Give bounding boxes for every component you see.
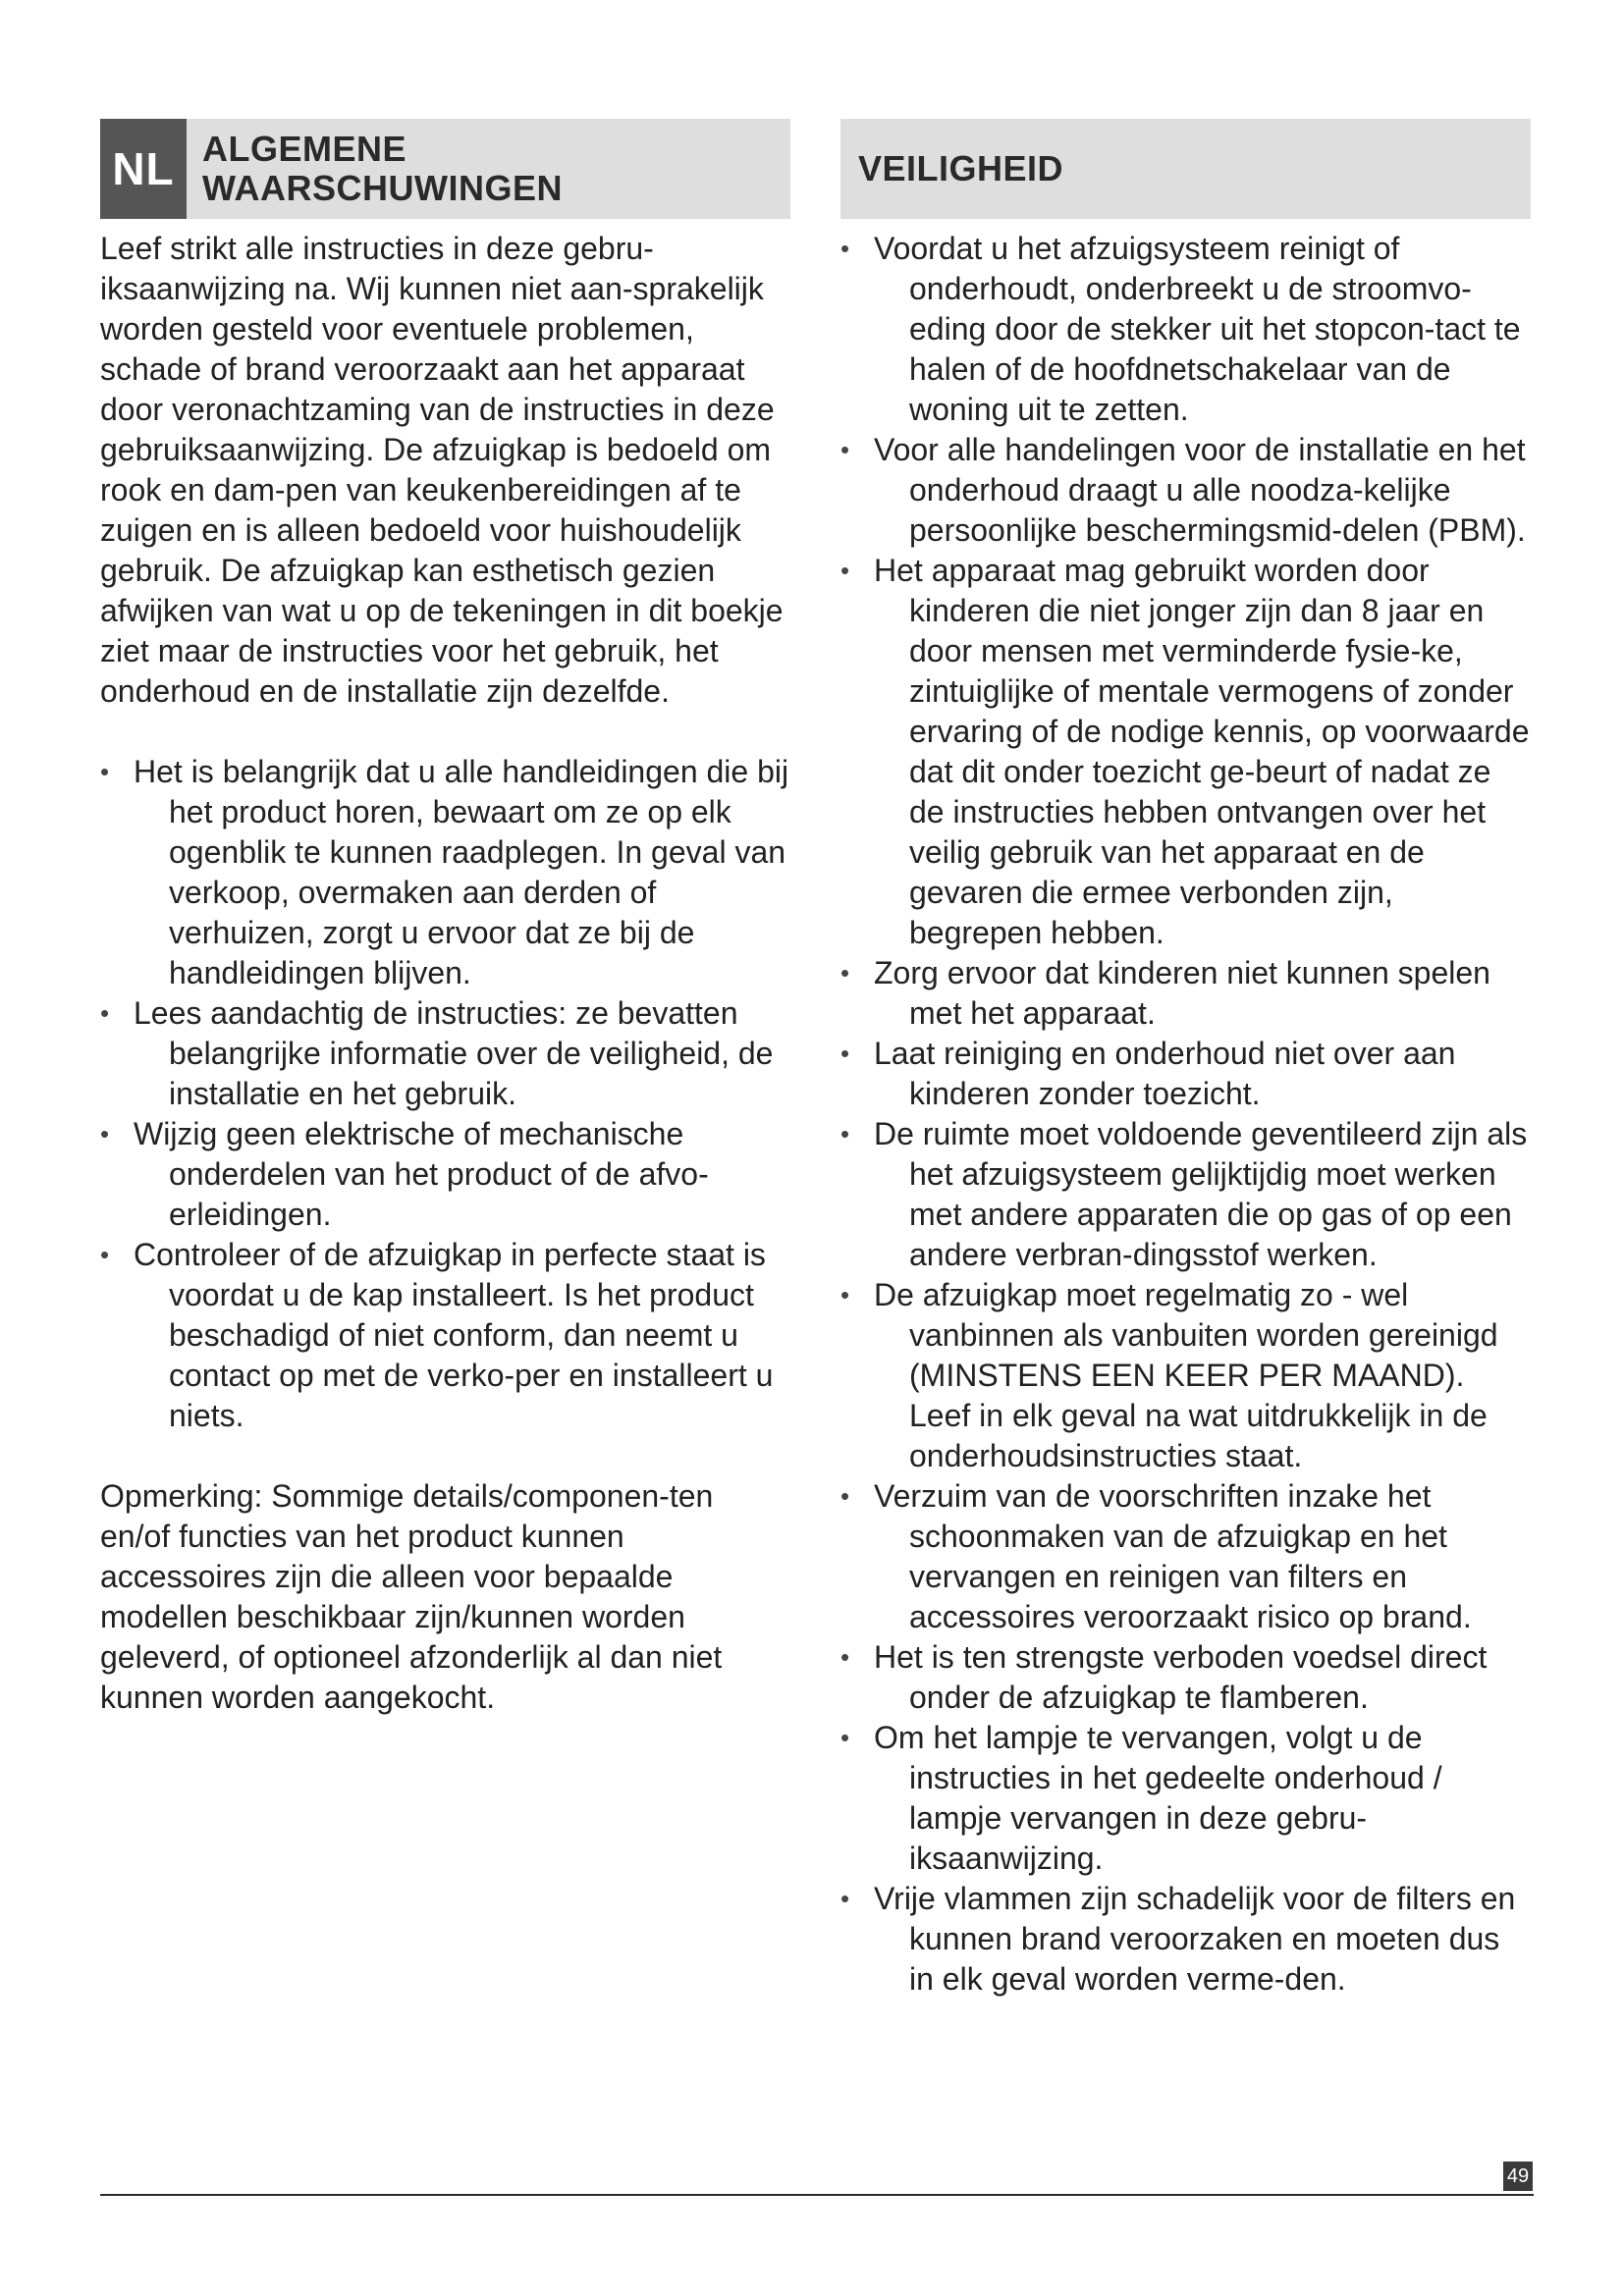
list-item: • Het apparaat mag gebruikt worden door kinderen die niet jonger zijn dan 8 jaar en door mensen met verminderde fysie-ke, zintuiglijke of mentale vermogens of zonder ervaring of de nodige kennis, op voorwaarde dat dit onder toezicht ge-beurt of nadat ze de instructies hebben ontvangen over het veilig gebruik van het apparaat en de gevaren die ermee verbonden zijn, begrepen hebben. [840, 551, 1531, 953]
section-header [840, 119, 1531, 219]
section-title [187, 130, 563, 208]
note-paragraph: Opmerking: Sommige details/componen-ten en/of functies van het product kunnen accessoires zijn die alleen voor bepaalde modellen beschikbaar zijn/kunnen worden geleverd, of optioneel afzonderlijk al dan niet kunnen worden aangekocht. [100, 1478, 723, 1715]
list-item: • Het is belangrijk dat u alle handleidingen die bij het product horen, bewaart om ze op elk ogenblik te kunnen raadplegen. In geval van verkoop, overmaken aan derden of verhuizen, zorgt u ervoor dat ze bij de handleidingen blijven. [100, 752, 790, 993]
footer-divider [100, 2194, 1534, 2196]
list-item: • Voordat u het afzuigsysteem reinigt of onderhoudt, onderbreekt u de stroomvo-eding door de stekker uit het stopcon-tact te halen of de hoofdnetschakelaar van de woning uit te zetten. [840, 229, 1531, 430]
section-title: VEILIGHEID [858, 148, 1064, 188]
list-item: • Het is ten strengste verboden voedsel direct onder de afzuigkap te flamberen. [840, 1637, 1531, 1718]
safety-section [840, 119, 1531, 2000]
list-item: • Voor alle handelingen voor de installatie en het onderhoud draagt u alle noodza-kelijke persoonlijke beschermingsmid-delen (PBM). [840, 430, 1531, 551]
intro-paragraph: Leef strikt alle instructies in deze gebru-iksaanwijzing na. Wij kunnen niet aan-sprakelijk worden gesteld voor eventuele problemen, schade of brand veroorzaakt aan het apparaat door veronachtzaming van de instructies in deze gebruiksaanwijzing. De afzuigkap is bedoeld om rook en dam-pen van keukenbereidingen af te zuigen en is alleen bedoeld voor huishoudelijk gebruik. De afzuigkap kan esthetisch gezien afwijken van wat u op de tekeningen in dit boekje ziet maar de instructies voor het gebruik, het onderhoud en de installatie zijn dezelfde. [100, 231, 784, 709]
section-title-line: WAARSCHUWINGEN [202, 168, 563, 208]
page-number: 49 [1503, 2162, 1533, 2191]
list-item: • Zorg ervoor dat kinderen niet kunnen spelen met het apparaat. [840, 953, 1531, 1034]
list-item: • Om het lampje te vervangen, volgt u de instructies in het gedeelte onderhoud / lampje vervangen in deze gebru-iksaanwijzing. [840, 1718, 1531, 1879]
language-badge: NL [100, 119, 187, 219]
list-item: • De afzuigkap moet regelmatig zo - wel vanbinnen als vanbuiten worden gereinigd (MINSTENS EEN KEER PER MAAND). Leef in elk geval na wat uitdrukkelijk in de onderhoudsinstructies staat. [840, 1275, 1531, 1476]
list-item: • Wijzig geen elektrische of mechanische onderdelen van het product of de afvo-erleidingen. [100, 1114, 790, 1235]
section-title-line: ALGEMENE [202, 129, 407, 169]
general-warnings-section [100, 119, 790, 1718]
list-item: • Lees aandachtig de instructies: ze bevatten belangrijke informatie over de veiligheid, de installatie en het gebruik. [100, 993, 790, 1114]
list-item: • Controleer of de afzuigkap in perfecte staat is voordat u de kap installeert. Is het product beschadigd of niet conform, dan neemt u contact op met de verko-per en installeert u niets. [100, 1235, 790, 1436]
safety-list [840, 229, 1531, 2000]
list-item: • Vrije vlammen zijn schadelijk voor de filters en kunnen brand veroorzaken en moeten dus in elk geval worden verme-den. [840, 1879, 1531, 2000]
list-item: • Verzuim van de voorschriften inzake het schoonmaken van de afzuigkap en het vervangen en reinigen van filters en accessoires veroorzaakt risico op brand. [840, 1476, 1531, 1637]
section-header [100, 119, 790, 219]
warnings-list [100, 752, 790, 1436]
list-item: • De ruimte moet voldoende geventileerd zijn als het afzuigsysteem gelijktijdig moet werken met andere apparaten die op gas of op een andere verbran-dingsstof werken. [840, 1114, 1531, 1275]
list-item: • Laat reiniging en onderhoud niet over aan kinderen zonder toezicht. [840, 1034, 1531, 1114]
